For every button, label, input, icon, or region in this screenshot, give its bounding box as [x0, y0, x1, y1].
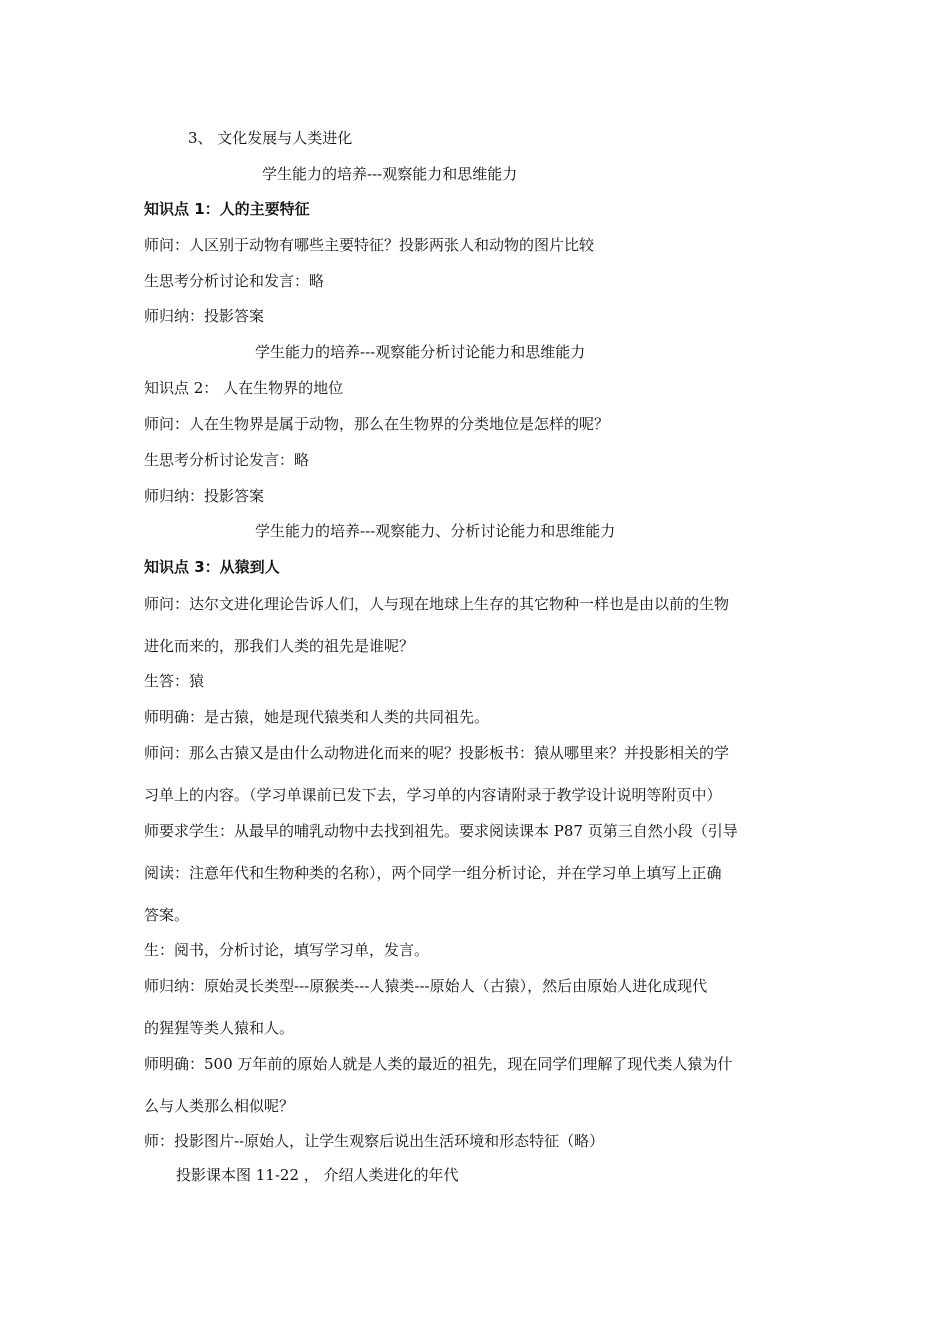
- ability-note-3: 学生能力的培养---观察能力、分析讨论能力和思维能力: [255, 522, 616, 540]
- knowledge-point-2: 知识点 2： 人在生物界的地位: [144, 379, 344, 397]
- text-line: 生：阅书，分析讨论，填写学习单，发言。: [144, 941, 430, 959]
- text-line: 习单上的内容。（学习单课前已发下去，学习单的内容请附录于教学设计说明等附页中）: [144, 786, 722, 804]
- text-line: 生思考分析讨论和发言：略: [144, 272, 325, 290]
- ability-note-2: 学生能力的培养---观察能分析讨论能力和思维能力: [255, 343, 586, 361]
- knowledge-point-3: 知识点 3：从猿到人: [144, 558, 280, 576]
- text-line: 投影课本图 11-22 ， 介绍人类进化的年代: [176, 1166, 459, 1184]
- text-line: 师：投影图片--原始人，让学生观察后说出生活环境和形态特征（略）: [144, 1132, 605, 1150]
- text-line: 师归纳：投影答案: [144, 307, 265, 325]
- text-line: 答案。: [144, 906, 190, 924]
- section-heading: 3、 文化发展与人类进化: [188, 129, 353, 147]
- text-line: 师问：那么古猿又是由什么动物进化而来的呢？投影板书：猿从哪里来？并投影相关的学: [144, 744, 730, 762]
- text-line: 师要求学生：从最早的哺乳动物中去找到祖先。要求阅读课本 P87 页第三自然小段（引导: [144, 822, 738, 840]
- text-line: 师明确：500 万年前的原始人就是人类的最近的祖先，现在同学们理解了现代类人猿为什: [144, 1055, 733, 1073]
- text-line: 么与人类那么相似呢？: [144, 1097, 295, 1115]
- text-line: 师问：人区别于动物有哪些主要特征？投影两张人和动物的图片比较: [144, 236, 595, 254]
- text-line: 生答：猿: [144, 672, 205, 690]
- knowledge-point-1: 知识点 1：人的主要特征: [144, 200, 310, 218]
- text-line: 阅读：注意年代和生物种类的名称），两个同学一组分析讨论，并在学习单上填写上正确: [144, 864, 722, 882]
- text-line: 生思考分析讨论发言：略: [144, 451, 310, 469]
- text-line: 的猩猩等类人猿和人。: [144, 1019, 295, 1037]
- text-line: 师明确：是古猿，她是现代猿类和人类的共同祖先。: [144, 708, 490, 726]
- text-line: 师问：达尔文进化理论告诉人们，人与现在地球上生存的其它物种一样也是由以前的生物: [144, 595, 730, 613]
- text-line: 师问：人在生物界是属于动物，那么在生物界的分类地位是怎样的呢？: [144, 415, 610, 433]
- text-line: 师归纳：投影答案: [144, 487, 265, 505]
- text-line: 进化而来的，那我们人类的祖先是谁呢？: [144, 637, 415, 655]
- text-line: 师归纳：原始灵长类型---原猴类---人猿类---原始人（古猿），然后由原始人进化成现代: [144, 977, 708, 995]
- ability-note-1: 学生能力的培养---观察能力和思维能力: [262, 165, 518, 183]
